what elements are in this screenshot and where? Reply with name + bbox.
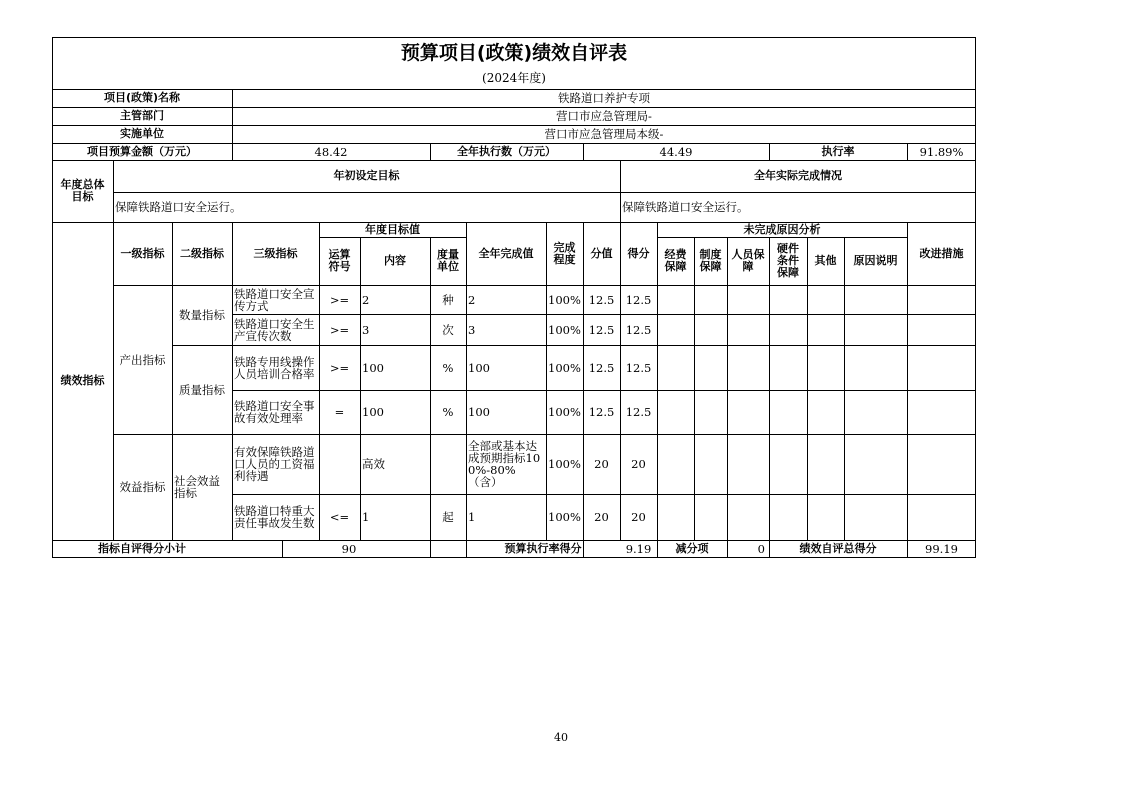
actual-goal-header: 全年实际完成情况	[754, 169, 842, 182]
subtotal-label: 指标自评得分小计	[98, 541, 186, 555]
rate-value: 91.89%	[919, 144, 964, 159]
group-quantity: 数量指标	[179, 308, 225, 322]
indicator-content: 2	[362, 292, 370, 307]
indicator-score: 12.5	[625, 292, 652, 307]
indicator-operator	[319, 434, 360, 494]
group-quality: 质量指标	[179, 382, 225, 397]
indicator-content: 高效	[362, 457, 385, 471]
group-benefit: 效益指标	[119, 480, 166, 494]
header-level3: 三级指标	[253, 246, 298, 260]
indicator-completion: 100%	[548, 292, 581, 307]
performance-self-evaluation-table	[52, 37, 976, 558]
indicator-content: 100	[362, 405, 384, 419]
rate-score-label: 预算执行率得分	[504, 541, 582, 555]
goals-section-label: 年度总体目标	[60, 178, 105, 203]
indicator-full-year: 100	[468, 405, 490, 419]
indicator-score: 12.5	[625, 360, 652, 375]
header-funding: 经费保障	[664, 248, 687, 273]
indicator-score: 20	[631, 457, 646, 471]
page-number: 40	[554, 731, 568, 744]
indicator-full-year: 1	[468, 510, 476, 524]
group-output: 产出指标	[119, 352, 166, 367]
deduct-value: 0	[757, 541, 765, 556]
indicator-content: 1	[362, 510, 370, 524]
indicator-score: 12.5	[625, 322, 652, 337]
dept-value: 营口市应急管理局-	[556, 109, 652, 123]
budget-value: 48.42	[314, 144, 348, 159]
indicator-score-value: 12.5	[588, 360, 615, 375]
indicator-operator: =	[334, 405, 345, 419]
header-improve: 改进措施	[919, 246, 964, 260]
unit-label: 实施单位	[120, 127, 164, 140]
actual-goal-text: 保障铁路道口安全运行。	[622, 200, 749, 214]
indicator-unit: 起	[442, 510, 454, 524]
indicator-score: 12.5	[625, 405, 652, 419]
header-completion: 完成程度	[553, 240, 576, 266]
indicator-full-year: 2	[468, 292, 476, 307]
indicator-name: 铁路道口特重大责任事故发生数	[234, 504, 315, 530]
project-name-label: 项目(政策)名称	[103, 91, 181, 104]
header-other: 其他	[814, 254, 837, 267]
perf-section-label: 绩效指标	[60, 374, 105, 387]
group-social: 社会效益指标	[174, 474, 220, 500]
indicator-full-year: 全部或基本达成预期指标100%-80%（含）	[468, 439, 541, 489]
header-score-value: 分值	[590, 246, 613, 260]
subtotal-value: 90	[341, 541, 357, 556]
indicator-score-value: 12.5	[588, 322, 615, 337]
header-score: 得分	[627, 246, 650, 260]
budget-label: 项目预算金额（万元）	[87, 144, 197, 158]
indicator-unit: %	[442, 405, 454, 419]
indicator-completion: 100%	[548, 405, 581, 419]
header-level1: 一级指标	[120, 246, 165, 260]
header-level2: 二级指标	[180, 246, 224, 260]
indicator-completion: 100%	[548, 322, 581, 337]
page-title: 预算项目(政策)绩效自评表	[400, 42, 628, 64]
page-subtitle: (2024年度)	[482, 71, 546, 85]
indicator-name: 铁路道口安全生产宣传次数	[234, 316, 315, 343]
indicator-completion: 100%	[548, 510, 581, 524]
header-reasons: 未完成原因分析	[743, 222, 821, 236]
header-unit: 度量单位	[437, 248, 459, 273]
header-operator: 运算符号	[328, 248, 351, 273]
indicator-score-value: 12.5	[588, 292, 615, 307]
rate-label: 执行率	[821, 144, 855, 158]
rate-score-value: 9.19	[625, 541, 652, 556]
exec-label: 全年执行数（万元）	[457, 144, 556, 158]
header-content: 内容	[384, 254, 406, 267]
indicator-full-year: 3	[468, 322, 476, 337]
indicator-name: 铁路专用线操作人员培训合格率	[234, 354, 315, 381]
indicator-score-value: 12.5	[588, 405, 615, 419]
indicator-completion: 100%	[548, 457, 581, 471]
total-label: 绩效自评总得分	[799, 541, 877, 555]
initial-goal-text: 保障铁路道口安全运行。	[115, 200, 242, 214]
dept-label: 主管部门	[120, 109, 164, 122]
header-hardware: 硬件条件保障	[777, 242, 799, 279]
indicator-score: 20	[631, 510, 646, 524]
header-reason-desc: 原因说明	[853, 254, 898, 267]
header-system: 制度保障	[699, 248, 722, 273]
indicator-full-year: 100	[468, 360, 490, 375]
indicator-operator: >=	[329, 360, 350, 375]
header-annual-target: 年度目标值	[365, 222, 420, 236]
indicator-operator: <=	[329, 510, 350, 524]
project-name-value: 铁路道口养护专项	[558, 91, 650, 105]
initial-goal-header: 年初设定目标	[333, 169, 400, 182]
deduct-label: 减分项	[675, 541, 709, 555]
header-full-year: 全年完成值	[478, 246, 534, 260]
indicator-content: 3	[362, 322, 370, 337]
indicator-unit: 次	[442, 322, 454, 337]
indicator-operator: >=	[329, 322, 350, 337]
indicator-name: 铁路道口安全事故有效处理率	[234, 399, 315, 425]
indicator-unit: %	[442, 360, 454, 375]
indicator-name: 有效保障铁路道口人员的工资福利待遇	[234, 445, 315, 483]
indicator-content: 100	[362, 360, 384, 375]
indicator-unit: 种	[442, 292, 454, 307]
exec-value: 44.49	[659, 144, 693, 159]
indicator-operator: >=	[329, 292, 350, 307]
unit-value: 营口市应急管理局本级-	[544, 127, 664, 141]
indicator-score-value: 20	[594, 510, 609, 524]
total-value: 99.19	[925, 541, 958, 556]
indicator-score-value: 20	[594, 457, 609, 471]
header-staff: 人员保障	[731, 248, 765, 273]
indicator-completion: 100%	[548, 360, 581, 375]
indicator-name: 铁路道口安全宣传方式	[234, 286, 315, 313]
indicator-unit	[430, 434, 466, 494]
